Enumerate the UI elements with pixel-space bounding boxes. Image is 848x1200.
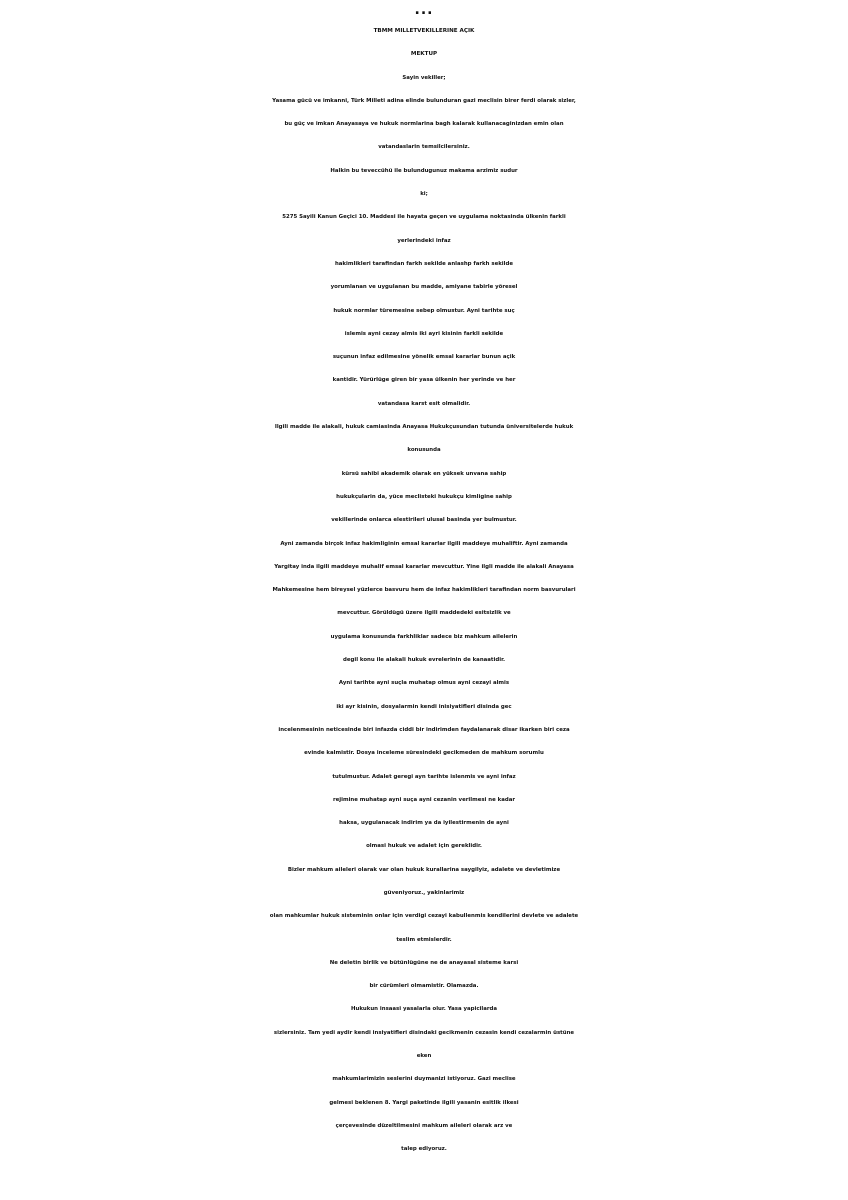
body-line: olmasi hukuk ve adalet için gereklidir. xyxy=(366,843,482,850)
body-line: Yargitay inda ilgili maddeye muhalif emsal kararlar mevcuttur. Yine ilgli madde ile alakali Anayasa xyxy=(274,563,574,570)
title-line-2: MEKTUP xyxy=(410,51,438,58)
body-line: Bizler mahkum aileleri olarak var olan hukuk kurallarina saygilyiz, adalete ve devletimize xyxy=(287,866,561,873)
body-line: ki; xyxy=(420,191,428,198)
body-line: vatandasa karst esit olmalidir. xyxy=(377,400,471,407)
body-line: Yasama gücü ve imkanni, Türk Milleti adina elinde bulunduran gazi meclisin birer ferdi olarak sizler, xyxy=(272,97,576,104)
letter-body xyxy=(0,67,848,1162)
body-line: tutulmustur. Adalet geregi ayn tarihte islenmis ve ayni infaz xyxy=(332,773,516,780)
body-line: konusunda xyxy=(407,447,441,454)
body-line: Hukukun insaasi yasalarla olur. Yasa yapicilarda xyxy=(350,1006,498,1013)
body-line: sizlersiniz. Tam yedi aydir kendi insiyatifleri disindaki gecikmenin cezasin kendi cezalarmin üstüne xyxy=(273,1029,575,1036)
body-line: mevcuttur. Görüldügü üzere ilgili maddedeki esitsizlik ve xyxy=(337,610,511,617)
body-line: bir cürümleri olmamistir. Olamazda. xyxy=(369,983,479,990)
body-line: bu güç ve imkan Anayasaya ve hukuk normlarina bagh kalarak kullanacaginizdan emin olan xyxy=(284,121,564,128)
body-line: gelmesi beklenen 8. Yargi paketinde ilgili yasanin esitlik ilkesi xyxy=(329,1099,519,1106)
letter-title xyxy=(0,20,848,67)
body-line: islemis ayni cezay almis iki ayri kisinin farkli sekilde xyxy=(344,330,504,337)
body-line: suçunun infaz edilmesine yönelik emsal kararlar bunun açik xyxy=(332,354,516,361)
body-line: olan mahkumlar hukuk sisteminin onlar için verdigi cezayi kabullenmis kendilerini devlete ve adalete xyxy=(269,913,579,920)
body-line: kürsü sahibi akademik olarak en yüksek unvana sahip xyxy=(341,470,507,477)
ellipsis-mark: ... xyxy=(414,2,434,18)
body-line: hukukçularin da, yüce meclisteki hukukçu kimligine sahip xyxy=(336,493,512,500)
body-line: Mahkemesine hem bireysel yüzlerce basvuru hem de infaz hakimlikleri tarafindan norm basvurulari xyxy=(272,587,576,594)
body-line: güveniyoruz., yakinlarimiz xyxy=(383,889,465,896)
body-line: talep ediyoruz. xyxy=(401,1146,447,1153)
body-line: uygulama konusunda farkhliklar sadece biz mahkum ailelerin xyxy=(330,633,518,640)
body-line: Ne deletin birlik ve bütünlügüne ne de anayasal sisteme karsi xyxy=(329,959,519,966)
title-line-1: TBMM MILLETVEKILLERINE AÇIK xyxy=(373,28,475,34)
body-line: yorumlanan ve uygulanan bu madde, amiyane tabirle yöresel xyxy=(330,284,518,291)
body-line: haksa, uygulanacak indirim ya da iyilestirmenin de ayni xyxy=(339,820,509,827)
body-line: mahkumlarimizin seslerini duymanizi istiyoruz. Gazi meclise xyxy=(332,1076,516,1083)
body-line: 5275 Sayili Kanun Geçici 10. Maddesi ile hayata geçen ve uygulama noktasinda ülkenin farkli xyxy=(282,214,566,221)
body-line: Ilgili madde ile alakali, hukuk camiasinda Anayasa Hukukçusundan tutunda üniversitelerde hukuk xyxy=(274,424,574,431)
body-line: iki ayr kisinin, dosyalarmin kendi inisiyatifleri disinda gec xyxy=(336,703,512,710)
body-line: eken xyxy=(416,1053,432,1060)
body-line: çerçevesinde düzeltilmesini mahkum aileleri olarak arz ve xyxy=(335,1122,513,1129)
body-line: Ayni zamanda birçok infaz hakimliginin emsal kararlar ilgili maddeye muhaliftir. Ayni zamanda xyxy=(280,540,568,547)
body-line: Halkin bu teveccühü ile bulundugunuz makama arzimiz sudur xyxy=(330,167,518,174)
body-line: yerlerindeki infaz xyxy=(397,237,451,244)
body-line: evinde kalmistir. Dosya inceleme süresindeki gecikmeden de mahkum sorumlu xyxy=(304,750,544,757)
body-line: kantidir. Yürürlüge giren bir yasa ülkenin her yerinde ve her xyxy=(332,377,516,384)
body-line: rejimine muhatap ayni suça ayni cezanin verilmesi ne kadar xyxy=(332,796,516,803)
body-line: vatandaslarin temsilcilersiniz. xyxy=(378,144,470,151)
body-line: Ayni tarihte ayni suçla muhatap olmus ayni cezayi almis xyxy=(338,680,510,687)
body-line: Sayin vekiller; xyxy=(402,74,446,81)
body-line: teslim etmislerdir. xyxy=(396,936,452,943)
body-line: degil konu ile alakali hukuk evrelerinin de kanaatidir. xyxy=(342,657,506,664)
body-line: hakimlikleri tarafindan farkh sekilde anlashp farkh sekilde xyxy=(334,260,514,267)
body-line: hukuk normlar türemesine sebep olmustur. Ayni tarihte suç xyxy=(333,307,515,314)
body-line: vekillerinde onlarca elestirileri ulusal basinda yer bulmustur. xyxy=(331,517,517,524)
body-line: incelenmesinin neticesinde biri infazda ciddi bir indirimden faydalanarak disar ikarken biri ceza xyxy=(278,726,570,733)
